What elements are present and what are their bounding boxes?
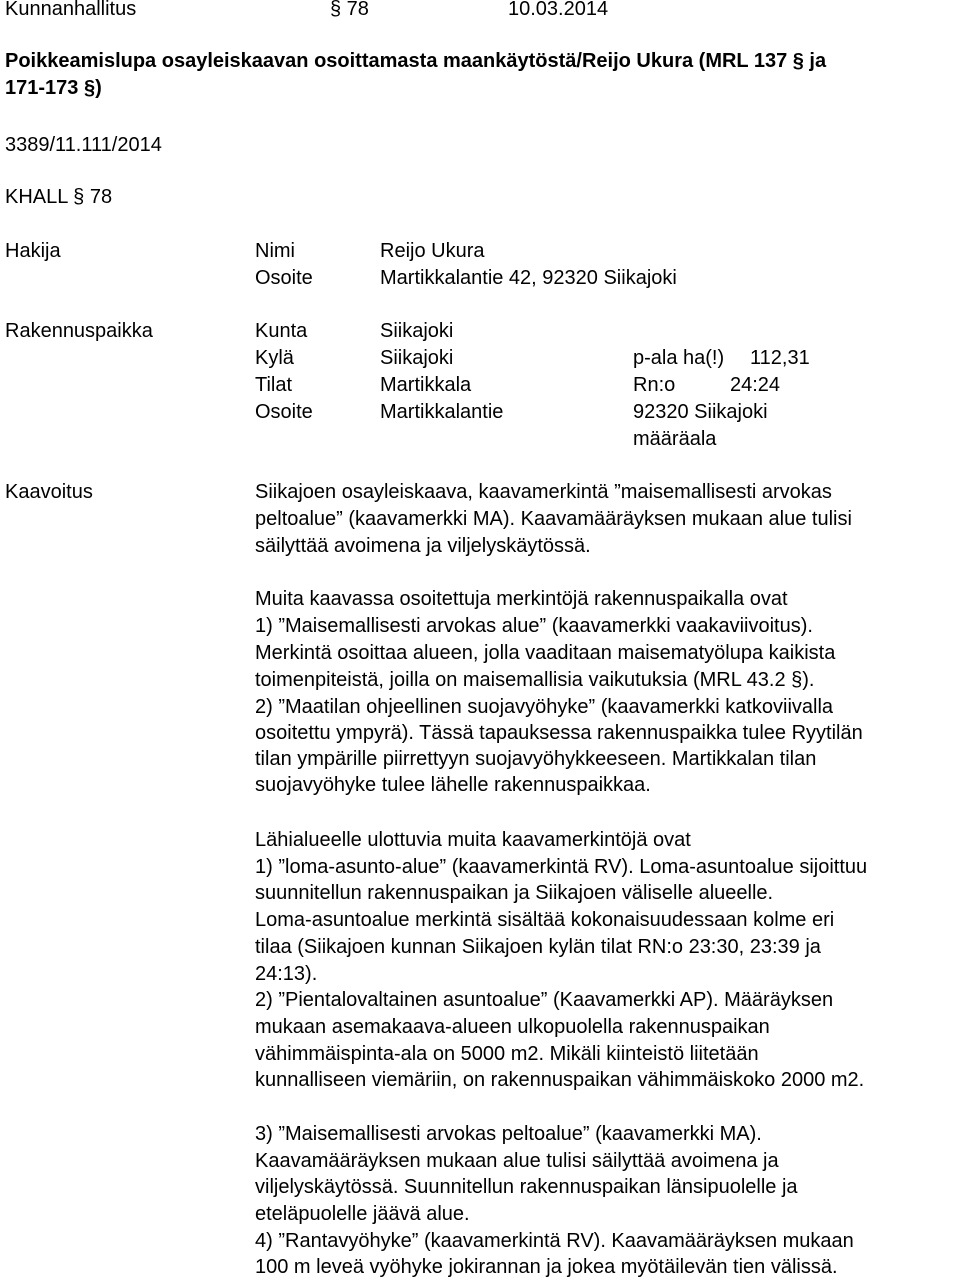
applicant-label: Hakija	[5, 240, 61, 262]
title-line-2: 171-173 §)	[5, 77, 102, 99]
zoning-text-line: suunnitellun rakennuspaikan ja Siikajoen väliselle alueelle.	[255, 882, 774, 904]
site-rno-value: 24:24	[730, 374, 781, 396]
site-address-key: Osoite	[255, 401, 313, 423]
applicant-name-key: Nimi	[255, 240, 295, 262]
site-municipality-key: Kunta	[255, 320, 308, 342]
site-municipality-value: Siikajoki	[380, 320, 454, 342]
zoning-text-line: kunnalliseen viemäriin, on rakennuspaikan vähimmäiskoko 2000 m2.	[255, 1069, 865, 1091]
applicant-address-key: Osoite	[255, 267, 313, 289]
zoning-text-line: Lähialueelle ulottuvia muita kaavamerkintöjä ovat	[255, 829, 691, 851]
site-estate-value: Martikkala	[380, 374, 472, 396]
zoning-text-line: osoitettu ympyrä). Tässä tapauksessa rakennuspaikka tulee Ryytilän	[255, 722, 863, 744]
zoning-text-line: Siikajoen osayleiskaava, kaavamerkintä ”maisemallisesti arvokas	[255, 481, 832, 503]
site-village-key: Kylä	[255, 347, 294, 369]
site-label: Rakennuspaikka	[5, 320, 153, 342]
site-village-value: Siikajoki	[380, 347, 454, 369]
site-postal-value: 92320 Siikajoki	[633, 401, 768, 423]
zoning-text-line: Loma-asuntoalue merkintä sisältää kokonaisuudessaan kolme eri	[255, 909, 835, 931]
zoning-text-line: 3) ”Maisemallisesti arvokas peltoalue” (kaavamerkki MA).	[255, 1123, 762, 1145]
site-estate-key: Tilat	[255, 374, 293, 396]
header-section: § 78	[330, 0, 369, 20]
header-date: 10.03.2014	[508, 0, 609, 20]
zoning-text-line: tilan ympärille piirrettyyn suojavyöhykkeeseen. Martikkalan tilan	[255, 748, 817, 770]
zoning-text-line: Muita kaavassa osoitettuja merkintöjä rakennuspaikalla ovat	[255, 588, 788, 610]
site-rno-key: Rn:o	[633, 374, 676, 396]
zoning-text-line: 100 m leveä vyöhyke jokirannan ja jokea myötäilevän tien välissä.	[255, 1256, 838, 1278]
site-address-value: Martikkalantie	[380, 401, 504, 423]
zoning-text-line: tilaa (Siikajoen kunnan Siikajoen kylän tilat RN:o 23:30, 23:39 ja	[255, 936, 821, 958]
site-area-value: 112,31	[750, 347, 810, 369]
zoning-text-line: 24:13).	[255, 963, 318, 985]
khall-reference: KHALL § 78	[5, 186, 113, 208]
case-id: 3389/11.111/2014	[5, 134, 162, 156]
zoning-text-line: mukaan asemakaava-alueen ulkopuolella rakennuspaikan	[255, 1016, 770, 1038]
zoning-text-line: 1) ”loma-asunto-alue” (kaavamerkintä RV). Loma-asuntoalue sijoittuu	[255, 856, 868, 878]
site-area-key: p-ala ha(!)	[633, 347, 725, 369]
header-organ: Kunnanhallitus	[5, 0, 137, 20]
zoning-text-line: 2) ”Maatilan ohjeellinen suojavyöhyke” (kaavamerkki katkoviivalla	[255, 696, 834, 718]
zoning-text-line: eteläpuolelle jäävä alue.	[255, 1203, 470, 1225]
zoning-text-line: Merkintä osoittaa alueen, jolla vaaditaan maisematyölupa kaikista	[255, 642, 836, 664]
applicant-address-value: Martikkalantie 42, 92320 Siikajoki	[380, 267, 677, 289]
title-line-1: Poikkeamislupa osayleiskaavan osoittamasta maankäytöstä/Reijo Ukura (MRL 137 § ja	[5, 50, 827, 72]
zoning-text-line: 2) ”Pientalovaltainen asuntoalue” (Kaavamerkki AP). Määräyksen	[255, 989, 834, 1011]
zoning-text-line: suojavyöhyke tulee lähelle rakennuspaikkaa.	[255, 774, 651, 796]
zoning-text-line: vähimmäispinta-ala on 5000 m2. Mikäli kiinteistö liitetään	[255, 1043, 759, 1065]
zoning-text-line: 1) ”Maisemallisesti arvokas alue” (kaavamerkki vaakaviivoitus).	[255, 615, 813, 637]
zoning-label: Kaavoitus	[5, 481, 93, 503]
zoning-text-line: säilyttää avoimena ja viljelyskäytössä.	[255, 535, 591, 557]
site-share-value: määräala	[633, 428, 717, 450]
applicant-name-value: Reijo Ukura	[380, 240, 485, 262]
zoning-text-line: viljelyskäytössä. Suunnitellun rakennuspaikan länsipuolelle ja	[255, 1176, 798, 1198]
zoning-text-line: 4) ”Rantavyöhyke” (kaavamerkintä RV). Kaavamääräyksen mukaan	[255, 1230, 854, 1252]
zoning-text-line: peltoalue” (kaavamerkki MA). Kaavamääräyksen mukaan alue tulisi	[255, 508, 852, 530]
zoning-text-line: Kaavamääräyksen mukaan alue tulisi säilyttää avoimena ja	[255, 1150, 779, 1172]
zoning-text-line: toimenpiteistä, joilla on maisemallisia vaikutuksia (MRL 43.2 §).	[255, 669, 815, 691]
